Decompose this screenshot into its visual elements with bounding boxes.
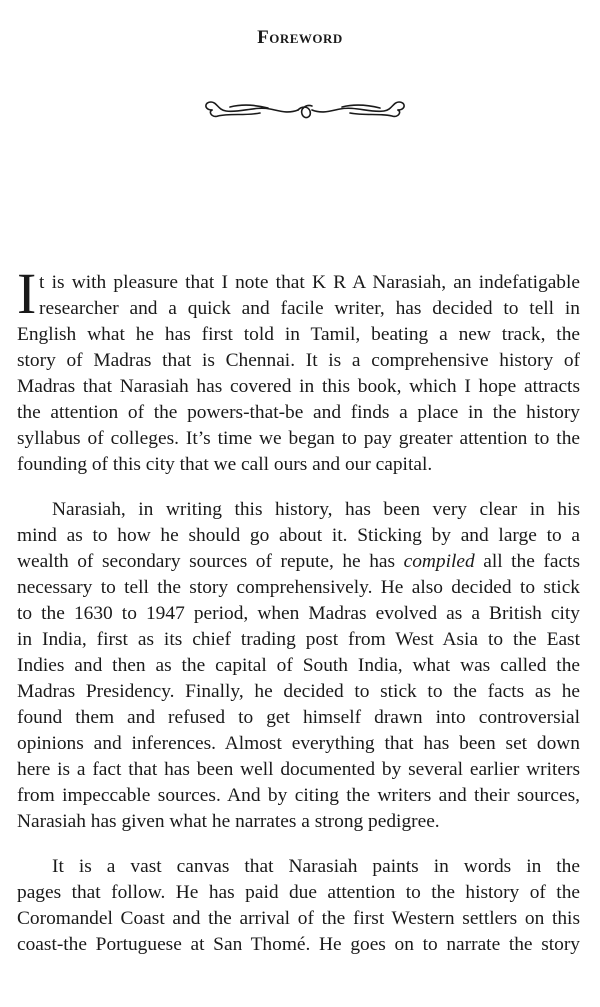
text-line: It is a vast canvas that Narasiah paints in words in the [52,856,580,877]
text-line: opinions and inferences. Almost everything that has been set down [17,733,580,754]
chapter-title: Foreword [257,27,343,48]
text-line: story of Madras that is Chennai. It is a comprehensive history of [17,350,580,371]
text-line: Narasiah has given what he narrates a strong pedigree. [17,811,440,832]
text-line: in India, first as its chief trading post from West Asia to the East [17,629,580,650]
text-line: here is a fact that has been well documented by several earlier writers [17,759,580,780]
text-line: mind as to how he should go about it. Sticking by and large to a [17,525,580,546]
text-line: found them and refused to get himself drawn into controversial [17,707,580,728]
text-line: Coromandel Coast and the arrival of the first Western settlers on this [17,908,580,929]
text-line: from impeccable sources. And by citing the writers and their sources, [17,785,580,806]
text-line: founding of this city that we call ours and our capital. [17,454,433,475]
text-line: necessary to tell the story comprehensively. He also decided to stick [17,577,580,598]
text-line: researcher and a quick and facile writer, has decided to tell in [39,298,580,319]
text-line: Madras Presidency. Finally, he decided to stick to the facts as he [17,681,580,702]
drop-cap-letter: I [17,261,37,326]
text-line: Madras that Narasiah has covered in this book, which I hope attracts [17,376,580,397]
text-line: pages that follow. He has paid due attention to the history of the [17,882,580,903]
text-line: syllabus of colleges. It’s time we began to pay greater attention to the [17,428,580,449]
decorative-flourish-ornament [200,96,410,124]
text-line: Indies and then as the capital of South India, what was called the [17,655,580,676]
paragraph-3 [17,854,580,958]
text-line: Narasiah, in writing this history, has been very clear in his [52,499,580,520]
text-line: wealth of secondary sources of repute, he has compiled all the facts [17,551,580,572]
text-line: the attention of the powers-that-be and finds a place in the history [17,402,580,423]
paragraph-2 [17,497,580,835]
emphasized-word: compiled [403,551,475,572]
text-line: to the 1630 to 1947 period, when Madras evolved as a British city [17,603,580,624]
text-line: English what he has first told in Tamil, beating a new track, the [17,324,580,345]
paragraph-1 [17,261,580,478]
text-line: t is with pleasure that I note that K R A Narasiah, an indefatigable [39,272,580,293]
text-line: coast-the Portuguese at San Thomé. He goes on to narrate the story [17,934,580,955]
